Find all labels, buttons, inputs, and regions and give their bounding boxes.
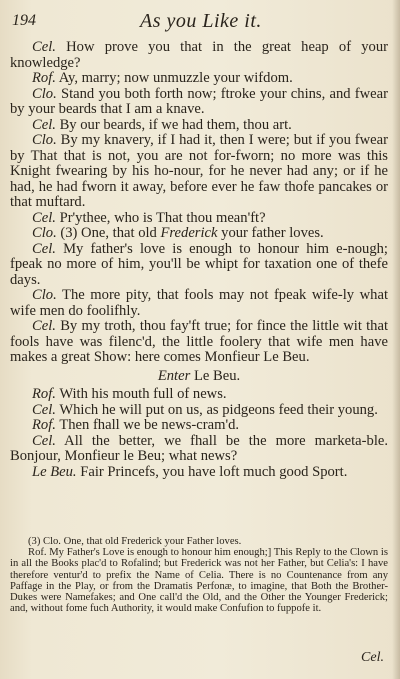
speech: Then fhall we be news-cram'd. bbox=[59, 417, 240, 433]
speech: (3) One, that old bbox=[60, 225, 161, 241]
running-title: As you Like it. bbox=[140, 10, 262, 32]
footnote-line: (3) Clo. One, that old Frederick your Father loves. bbox=[28, 536, 242, 547]
speech: Stand you both forth now; ftroke your chins, and fwear by your beards that I am a knave. bbox=[10, 85, 388, 117]
speech: Fair Princefs, you have loft much good Sport. bbox=[80, 463, 348, 480]
dialogue-line bbox=[10, 418, 388, 434]
stage-direction bbox=[10, 369, 388, 385]
speaker: Clo. bbox=[32, 132, 57, 148]
speech: How prove you that in the great heap of your knowledge? bbox=[10, 39, 389, 71]
dialogue-line bbox=[10, 226, 388, 242]
page-number: 194 bbox=[12, 12, 36, 29]
dialogue-line bbox=[10, 118, 388, 134]
dialogue-line bbox=[10, 87, 388, 118]
speaker: Cel. bbox=[32, 39, 56, 55]
catchword: Cel. bbox=[361, 650, 384, 665]
dialogue-line bbox=[10, 40, 388, 71]
dialogue-line bbox=[10, 71, 388, 87]
footnote-line: Rof. My Father's Love is enough to honour him enough;] This Reply to the Clown is in all the Books plac'd to Rofalind; but Frederick was not her Father, but Celia's: I have therefore ventur'd to prefix the Name of Celia. There is no Countenance from any Paffage in the Play, or from the Dramatis Perfonæ, to imagine, that Both the Brother-Dukes were Namefakes; and One call'd the Old, and the Other the Younger Frederick; and, without fome fuch Authority, it would make Confufion to fuppofe it. bbox=[10, 547, 388, 615]
dialogue-line bbox=[10, 434, 388, 465]
speaker: Le Beu. bbox=[32, 463, 77, 480]
speaker: Cel. bbox=[32, 240, 56, 257]
speech: By my knavery, if I had it, then I were; but if you fwear by That that is not, you are not for-fworn; no more was this Knight fwearing by his ho-nour, for he never had any; or if he had, he had fworn it away, before ever he faw thofe pancakes or that muftard. bbox=[10, 132, 388, 210]
page-edge-shadow bbox=[392, 0, 400, 679]
speech: By our beards, if we had them, thou art. bbox=[59, 116, 292, 133]
dialogue-line bbox=[10, 403, 388, 419]
speaker: Cel. bbox=[32, 116, 56, 133]
speaker: Clo. bbox=[32, 85, 57, 102]
dialogue-body bbox=[10, 40, 388, 480]
speech: Pr'ythee, who is That thou mean'ft? bbox=[59, 209, 266, 226]
speaker: Clo. bbox=[32, 287, 57, 303]
speaker: Rof. bbox=[32, 417, 56, 433]
dialogue-line bbox=[10, 242, 388, 289]
speaker: Cel. bbox=[32, 209, 56, 226]
speech: The more pity, that fools may not fpeak wife-ly what wife men do foolifhly. bbox=[10, 287, 388, 319]
speaker: Cel. bbox=[32, 318, 56, 334]
speaker: Rof. bbox=[32, 70, 56, 86]
speech: Ay, marry; now unmuzzle your wifdom. bbox=[58, 70, 293, 86]
speech: By my troth, thou fay'ft true; for fince the little wit that fools have was filenc'd, the little foolery that wife men have makes a great Show: here comes Monfieur Le Beu. bbox=[10, 318, 389, 365]
dialogue-line bbox=[10, 465, 388, 481]
dialogue-line bbox=[10, 387, 388, 403]
dialogue-line bbox=[10, 288, 388, 319]
stage-enter: Enter bbox=[157, 367, 191, 384]
stage-character: Le Beu. bbox=[193, 367, 241, 384]
dialogue-line bbox=[10, 133, 388, 211]
speaker: Cel. bbox=[32, 401, 56, 418]
speaker: Clo. bbox=[32, 225, 57, 241]
footnote bbox=[10, 536, 388, 614]
speech: Which he will put on us, as pidgeons feed their young. bbox=[59, 401, 378, 418]
page-header bbox=[12, 12, 390, 34]
speech: My father's love is enough to honour him e-nough; fpeak no more of him, you'll be whipt for taxation one of thefe days. bbox=[10, 240, 388, 288]
speech: All the better, we fhall be the more marketa-ble. Bonjour, Monfieur le Beu; what news? bbox=[10, 432, 388, 464]
dialogue-line bbox=[10, 211, 388, 227]
speech-emphasis: Frederick bbox=[160, 225, 218, 241]
speaker: Rof. bbox=[32, 386, 56, 402]
dialogue-line bbox=[10, 319, 388, 366]
speaker: Cel. bbox=[32, 432, 56, 449]
speech: With his mouth full of news. bbox=[59, 386, 227, 402]
speech: your father loves. bbox=[217, 225, 324, 241]
